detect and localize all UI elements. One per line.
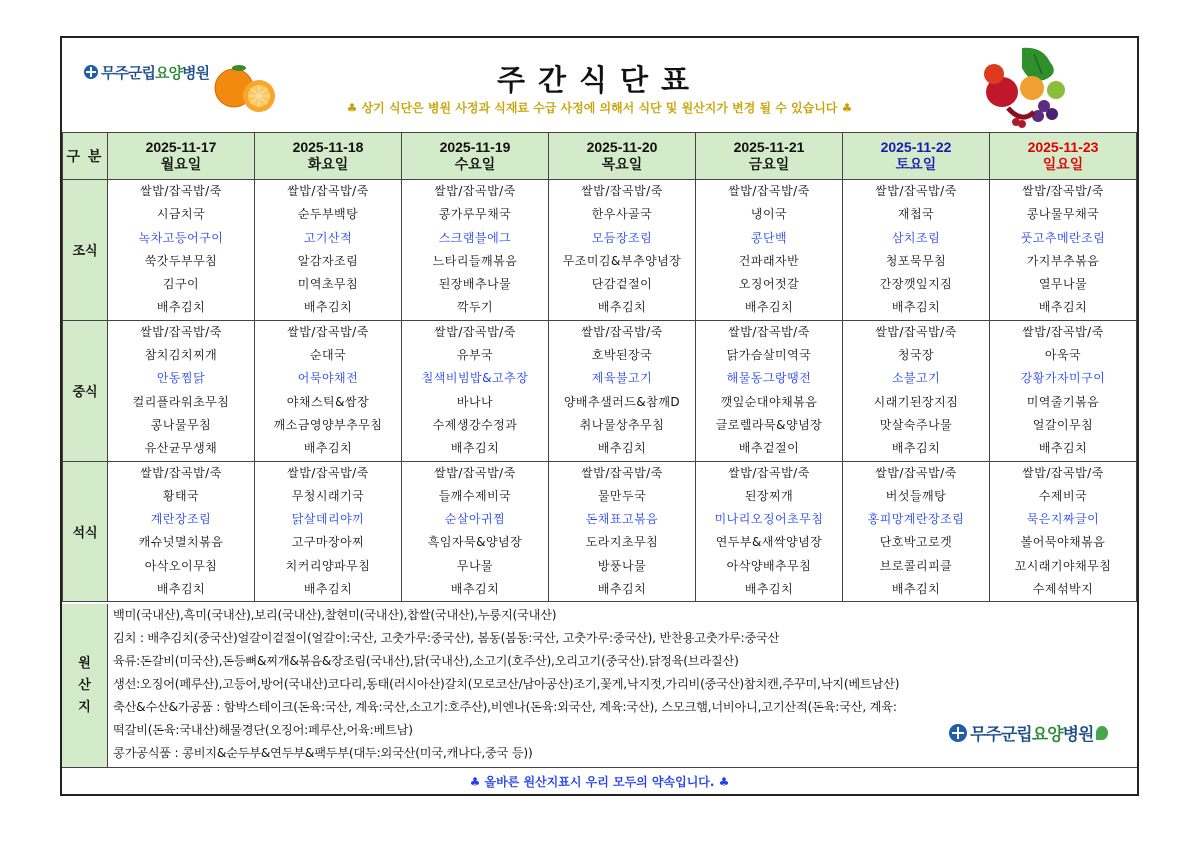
menu-item: 배추김치: [450, 441, 500, 456]
menu-item: 양배추샐러드&참깨D: [563, 394, 681, 409]
day-header-sun: [990, 133, 1137, 180]
menu-item: 순대국: [309, 348, 347, 363]
logo-text: 무주군립요양병원: [101, 63, 209, 82]
menu-item: 계란장조림: [150, 512, 212, 527]
origin-line: 생선:오징어(페루산),고등어,방어(국내산)코다리,동태(러시아산)갈치(모로코산/남아공산)조기,꽃게,낙지젓,가리비(중국산)참치캔,주꾸미,낙지(베트남산): [113, 677, 900, 691]
change-notice: ♣ 상기 식단은 병원 사정과 식재료 수급 사정에 의해서 식단 및 원산지가 변경 될 수 있습니다 ♣: [346, 101, 853, 115]
menu-item: 제육불고기: [591, 371, 653, 386]
date: 2025-11-17: [145, 139, 217, 155]
origin-section: [62, 604, 1137, 768]
menu-cell: [108, 320, 255, 461]
menu-item: 쌀밥/잡곡밥/죽: [434, 184, 516, 198]
meal-label: 조식: [63, 180, 108, 321]
menu-item: 스크램블에그: [438, 230, 512, 245]
menu-item: 쌀밥/잡곡밥/죽: [728, 184, 810, 198]
menu-item: 배추김치: [891, 300, 941, 315]
origin-label-char: 원: [78, 655, 91, 671]
menu-item: 들깨수제비국: [438, 488, 512, 503]
menu-item: 고구마장아찌: [291, 535, 365, 550]
menu-item: 도라지초무침: [585, 535, 659, 550]
menu-item: 간장깻잎지짐: [879, 277, 953, 292]
menu-item: 유부국: [456, 348, 494, 363]
date: 2025-11-22: [880, 139, 952, 155]
menu-item: 배추김치: [303, 441, 353, 456]
menu-item: 미역줄기볶음: [1026, 394, 1100, 409]
menu-cell: [108, 461, 255, 602]
menu-item: 순살아귀찜: [444, 512, 506, 527]
menu-item: 된장배추나물: [438, 277, 512, 292]
weekly-menu-sheet: [60, 36, 1139, 796]
menu-item: 쌀밥/잡곡밥/죽: [875, 324, 957, 339]
menu-item: 시래기된장지짐: [873, 394, 959, 409]
menu-item: 치커리양파무침: [285, 558, 371, 573]
logo-text: 무주군립요양병원: [970, 725, 1094, 745]
menu-item: 얼갈이무침: [1032, 417, 1094, 432]
header: [62, 38, 1137, 133]
menu-item: 배추김치: [156, 300, 206, 315]
medical-cross-icon: [949, 724, 967, 742]
menu-item: 안동찜닭: [156, 371, 206, 386]
menu-cell: [255, 320, 402, 461]
menu-cell: [696, 461, 843, 602]
menu-cell: [402, 180, 549, 321]
menu-item: 배추김치: [597, 300, 647, 315]
menu-cell: [108, 180, 255, 321]
origin-line: 김치 : 배추김치(중국산)얼갈이겉절이(얼갈이:국산, 고춧가루:중국산), 봄동(봄동:국산, 고춧가루:중국산), 반찬용고춧가루:중국산: [113, 631, 780, 645]
menu-item: 깍두기: [456, 300, 494, 315]
menu-item: 미나리오징어초무침: [714, 512, 824, 527]
menu-item: 브로콜리피클: [879, 558, 953, 573]
menu-item: 알감자조림: [297, 253, 359, 268]
menu-item: 꼬시래기야채무침: [1014, 558, 1112, 573]
menu-item: 무나물: [456, 558, 494, 573]
day-header-mon: [108, 133, 255, 180]
menu-item: 소불고기: [891, 371, 941, 386]
menu-item: 방풍나물: [597, 558, 647, 573]
menu-item: 고기산적: [303, 230, 353, 245]
menu-item: 황태국: [162, 488, 200, 503]
day-header-sat: [843, 133, 990, 180]
menu-item: 가지부추볶음: [1026, 253, 1100, 268]
origin-label-char: 산: [78, 677, 91, 693]
gubun-header: 구 분: [63, 133, 108, 180]
menu-item: 삼치조림: [891, 230, 941, 245]
date: 2025-11-23: [1027, 139, 1099, 155]
menu-item: 어묵야채전: [297, 371, 359, 386]
menu-item: 돈채표고볶음: [585, 512, 659, 527]
meal-row: [63, 180, 1137, 321]
menu-item: 배추김치: [1038, 300, 1088, 315]
day-header-tue: [255, 133, 402, 180]
menu-item: 쌀밥/잡곡밥/죽: [1022, 324, 1104, 339]
menu-cell: [990, 180, 1137, 321]
menu-cell: [843, 461, 990, 602]
menu-item: 야채스틱&쌈장: [286, 394, 370, 409]
footer-slogan: ♣ 올바른 원산지표시 우리 모두의 약속입니다. ♣: [469, 775, 730, 789]
fruit-vegetables-image: [972, 44, 1068, 130]
menu-item: 단호박고로겟: [879, 535, 953, 550]
menu-item: 연두부&새싹양념장: [715, 535, 823, 550]
menu-item: 닭가슴살미역국: [726, 348, 812, 363]
menu-item: 쌀밥/잡곡밥/죽: [434, 324, 516, 339]
menu-item: 쌀밥/잡곡밥/죽: [1022, 184, 1104, 198]
menu-item: 버섯들깨탕: [885, 488, 947, 503]
menu-item: 김구이: [162, 277, 200, 292]
weekday: 수요일: [454, 156, 496, 172]
menu-item: 무조미김&부추양념장: [562, 253, 682, 268]
menu-item: 녹차고등어구이: [138, 230, 224, 245]
menu-item: 열무나물: [1038, 277, 1088, 292]
menu-cell: [402, 320, 549, 461]
menu-item: 물만두국: [597, 488, 647, 503]
date: 2025-11-20: [586, 139, 658, 155]
menu-item: 미역초무침: [297, 277, 359, 292]
menu-item: 콩나물무침: [150, 417, 212, 432]
weekday: 화요일: [307, 156, 349, 172]
menu-cell: [402, 461, 549, 602]
menu-item: 배추김치: [597, 441, 647, 456]
menu-item: 캐슈넛멸치볶음: [138, 535, 224, 550]
date: 2025-11-19: [439, 139, 511, 155]
menu-item: 쌀밥/잡곡밥/죽: [140, 465, 222, 480]
menu-item: 배추김치: [303, 582, 353, 597]
menu-item: 아욱국: [1044, 348, 1082, 363]
menu-cell: [843, 180, 990, 321]
menu-cell: [549, 320, 696, 461]
menu-item: 쌀밥/잡곡밥/죽: [434, 465, 516, 480]
origin-line: 떡갈비(돈육:국내산)해물경단(오징어:페루산,어육:베트남): [113, 723, 413, 737]
origin-label-char: 지: [78, 699, 91, 715]
menu-item: 청국장: [897, 348, 935, 363]
menu-cell: [843, 320, 990, 461]
menu-table: [62, 132, 1137, 602]
menu-item: 풋고추메란조림: [1020, 230, 1106, 245]
menu-item: 배추김치: [303, 300, 353, 315]
menu-item: 배추김치: [156, 582, 206, 597]
date-header-row: [63, 133, 1137, 180]
menu-item: 쑥갓두부무침: [144, 253, 218, 268]
menu-item: 볼어묵야채볶음: [1020, 535, 1106, 550]
menu-item: 청포묵무침: [885, 253, 947, 268]
menu-item: 유산균무생채: [144, 441, 218, 456]
date: 2025-11-21: [733, 139, 805, 155]
menu-item: 칠색비빔밥&고추장: [421, 371, 529, 386]
menu-body: [63, 180, 1137, 602]
menu-item: 배추김치: [1038, 441, 1088, 456]
meal-row: [63, 461, 1137, 602]
menu-item: 쌀밥/잡곡밥/죽: [140, 184, 222, 198]
menu-item: 콩단백: [750, 230, 788, 245]
menu-item: 배추김치: [891, 582, 941, 597]
day-header-fri: [696, 133, 843, 180]
menu-item: 쌀밥/잡곡밥/죽: [875, 184, 957, 198]
menu-item: 닭살데리야끼: [291, 512, 365, 527]
menu-cell: [255, 180, 402, 321]
menu-item: 재첩국: [897, 207, 935, 222]
menu-item: 수제비국: [1038, 488, 1088, 503]
menu-item: 모듬장조림: [591, 230, 653, 245]
menu-cell: [696, 180, 843, 321]
menu-item: 해물동그랑땡전: [726, 371, 812, 386]
menu-item: 흑임자묵&양념장: [427, 535, 523, 550]
menu-item: 쌀밥/잡곡밥/죽: [728, 324, 810, 339]
meal-row: [63, 320, 1137, 461]
menu-item: 참치김치찌개: [144, 348, 218, 363]
menu-item: 한우사골국: [591, 207, 653, 222]
meal-label: 중식: [63, 320, 108, 461]
menu-item: 수제섞박지: [1032, 582, 1094, 597]
menu-cell: [696, 320, 843, 461]
menu-item: 쌀밥/잡곡밥/죽: [581, 324, 663, 339]
menu-item: 호박된장국: [591, 348, 653, 363]
menu-item: 배추김치: [597, 582, 647, 597]
day-header-wed: [402, 133, 549, 180]
menu-item: 단감겉절이: [591, 277, 653, 292]
weekday: 월요일: [160, 156, 202, 172]
menu-item: 건파래자반: [738, 253, 800, 268]
day-header-thu: [549, 133, 696, 180]
menu-item: 묵은지짜글이: [1026, 512, 1100, 527]
menu-item: 쌀밥/잡곡밥/죽: [287, 465, 369, 480]
menu-item: 강황가자미구이: [1020, 371, 1106, 386]
menu-item: 쌀밥/잡곡밥/죽: [581, 465, 663, 480]
date: 2025-11-18: [292, 139, 364, 155]
menu-item: 배추김치: [891, 441, 941, 456]
menu-item: 쌀밥/잡곡밥/죽: [581, 184, 663, 198]
menu-item: 쌀밥/잡곡밥/죽: [140, 324, 222, 339]
menu-cell: [549, 180, 696, 321]
menu-item: 콩나물무채국: [1026, 207, 1100, 222]
menu-item: 맛살숙주나물: [879, 417, 953, 432]
origin-label: [62, 604, 108, 767]
origin-line: 축산&수산&가공품 : 함박스테이크(돈육:국산, 계육:국산,소고기:호주산),비엔나(돈육:외국산, 계육:국산), 스모크햄,너비아니,고기산적(돈육:국산, 계육:: [113, 700, 897, 714]
menu-item: 배추겉절이: [738, 441, 800, 456]
menu-item: 컬리플라워초무침: [132, 394, 230, 409]
meal-label: 석식: [63, 461, 108, 602]
page-title: 주간식단표: [496, 63, 703, 97]
menu-item: 쌀밥/잡곡밥/죽: [287, 324, 369, 339]
weekday: 일요일: [1042, 156, 1084, 172]
menu-item: 쌀밥/잡곡밥/죽: [1022, 465, 1104, 480]
menu-item: 배추김치: [744, 582, 794, 597]
origin-line: 백미(국내산),흑미(국내산),보리(국내산),찰현미(국내산),찹쌀(국내산),누룽지(국내산): [113, 608, 557, 622]
menu-item: 홍피망계란장조림: [867, 512, 965, 527]
menu-item: 깨소금영양부추무침: [273, 417, 383, 432]
menu-item: 아삭오이무침: [144, 558, 218, 573]
menu-item: 취나물상추무침: [579, 417, 665, 432]
menu-item: 된장찌개: [744, 488, 794, 503]
weekday: 목요일: [601, 156, 643, 172]
menu-cell: [255, 461, 402, 602]
menu-item: 냉이국: [750, 207, 788, 222]
weekday: 토요일: [895, 156, 937, 172]
menu-cell: [990, 320, 1137, 461]
menu-item: 느타리들깨볶음: [432, 253, 518, 268]
leaf-icon: [1096, 726, 1108, 740]
menu-item: 아삭양배추무침: [726, 558, 812, 573]
origin-line: 콩가공식품 : 콩비지&순두부&연두부&팩두부(대두:외국산(미국,캐나다,중국 등)): [113, 746, 533, 760]
weekday: 금요일: [748, 156, 790, 172]
menu-item: 바나나: [456, 394, 494, 409]
menu-item: 깻잎순대야채볶음: [720, 394, 818, 409]
menu-item: 순두부백탕: [297, 207, 359, 222]
menu-item: 쌀밥/잡곡밥/죽: [287, 184, 369, 198]
origin-line: 육류:돈갈비(미국산),돈등뼈&찌개&볶음&장조림(국내산),닭(국내산),소고기(호주산),오리고기(중국산).닭정육(브라질산): [113, 654, 739, 668]
menu-item: 쌀밥/잡곡밥/죽: [728, 465, 810, 480]
menu-item: 오징어젓갈: [738, 277, 800, 292]
menu-cell: [990, 461, 1137, 602]
menu-item: 콩가루무채국: [438, 207, 512, 222]
hospital-logo-bottom: [949, 720, 1108, 745]
menu-item: 시금치국: [156, 207, 206, 222]
menu-item: 글로렐라묵&양념장: [715, 417, 823, 432]
menu-item: 수제생강수정과: [432, 417, 518, 432]
menu-item: 배추김치: [450, 582, 500, 597]
menu-item: 무청시래기국: [291, 488, 365, 503]
menu-item: 쌀밥/잡곡밥/죽: [875, 465, 957, 480]
menu-item: 배추김치: [744, 300, 794, 315]
menu-cell: [549, 461, 696, 602]
